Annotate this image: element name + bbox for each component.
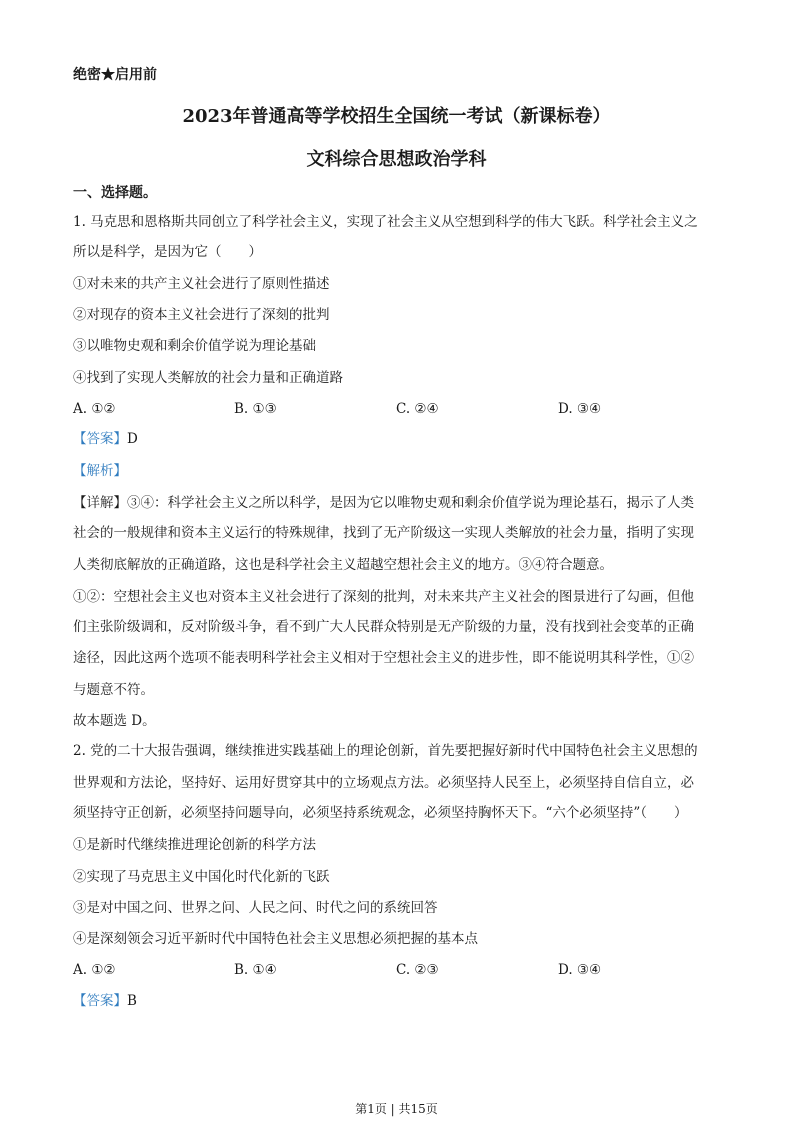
q2-answer-line bbox=[73, 991, 137, 1011]
q1-stem-line2: 所以是科学，是因为它（ ） bbox=[73, 244, 262, 260]
q1-detail-line1 bbox=[73, 493, 694, 513]
q1-detail-line6: 途径，因此这两个选项不能表明科学社会主义相对于空想社会主义的进步性，即不能说明其科学性，①② bbox=[73, 650, 694, 666]
analysis-tag: 【解析】 bbox=[73, 463, 127, 479]
q1-answer: D bbox=[127, 431, 138, 447]
q1-item-4: ④找到了实现人类解放的社会力量和正确道路 bbox=[73, 370, 343, 386]
detail-text: ③④：科学社会主义之所以科学，是因为它以唯物史观和剩余价值学说为理论基石，揭示了人类 bbox=[127, 495, 694, 511]
answer-tag: 【答案】 bbox=[73, 993, 127, 1009]
answer-tag: 【答案】 bbox=[73, 431, 127, 447]
q2-option-a: A. ①② bbox=[73, 962, 116, 978]
q2-stem-line1: 2. 党的二十大报告强调，继续推进实践基础上的理论创新，首先要把握好新时代中国特色社会主义思想的 bbox=[73, 743, 698, 759]
q2-stem-line2: 世界观和方法论，坚持好、运用好贯穿其中的立场观点方法。必须坚持人民至上，必须坚持自信自立，必 bbox=[73, 775, 694, 791]
q1-option-c: C. ②④ bbox=[396, 401, 439, 417]
q2-item-3: ③是对中国之问、世界之问、人民之问、时代之问的系统回答 bbox=[73, 900, 438, 916]
exam-subtitle: 文科综合思想政治学科 bbox=[306, 149, 487, 170]
page-footer: 第1页 | 共15页 bbox=[355, 1102, 438, 1116]
q1-item-2: ②对现存的资本主义社会进行了深刻的批判 bbox=[73, 307, 330, 323]
q1-item-1: ①对未来的共产主义社会进行了原则性描述 bbox=[73, 276, 330, 292]
q2-option-d: D. ③④ bbox=[558, 962, 602, 978]
q1-detail-line5: 们主张阶级调和，反对阶级斗争，看不到广大人民群众特别是无产阶级的力量，没有找到社会变革的正确 bbox=[73, 619, 694, 635]
secret-label: 绝密★启用前 bbox=[73, 67, 157, 83]
q1-stem-line1: 1. 马克思和恩格斯共同创立了科学社会主义，实现了社会主义从空想到科学的伟大飞跃。科学社会主义之 bbox=[73, 214, 698, 230]
q1-detail-line3: 人类彻底解放的正确道路，这也是科学社会主义超越空想社会主义的地方。③④符合题意。 bbox=[73, 557, 613, 573]
q1-item-3: ③以唯物史观和剩余价值学说为理论基础 bbox=[73, 338, 316, 354]
detail-tag: 【详解】 bbox=[73, 495, 127, 511]
q2-item-1: ①是新时代继续推进理论创新的科学方法 bbox=[73, 837, 316, 853]
q1-detail-line7: 与题意不符。 bbox=[73, 682, 154, 698]
exam-title: 2023年普通高等学校招生全国统一考试（新课标卷） bbox=[182, 106, 611, 127]
q1-detail-line2: 社会的一般规律和资本主义运行的特殊规律，找到了无产阶级这一实现人类解放的社会力量，指明了实现 bbox=[73, 525, 694, 541]
q2-option-c: C. ②③ bbox=[396, 962, 439, 978]
q2-item-4: ④是深刻领会习近平新时代中国特色社会主义思想必须把握的基本点 bbox=[73, 931, 478, 947]
q2-stem-line3: 须坚持守正创新，必须坚持问题导向，必须坚持系统观念，必须坚持胸怀天下。“六个必须坚持”（ ） bbox=[73, 805, 688, 821]
q1-answer-line bbox=[73, 429, 138, 449]
q1-option-d: D. ③④ bbox=[558, 401, 602, 417]
q1-option-a: A. ①② bbox=[73, 401, 116, 417]
q1-detail-line4: ①②：空想社会主义也对资本主义社会进行了深刻的批判，对未来共产主义社会的图景进行了勾画，但他 bbox=[73, 589, 694, 605]
q1-option-b: B. ①③ bbox=[234, 401, 277, 417]
section-heading: 一、选择题。 bbox=[73, 185, 157, 201]
q1-conclusion: 故本题选 D。 bbox=[73, 713, 156, 729]
q2-item-2: ②实现了马克思主义中国化时代化新的飞跃 bbox=[73, 869, 330, 885]
q2-option-b: B. ①④ bbox=[234, 962, 277, 978]
q2-answer: B bbox=[127, 993, 137, 1009]
